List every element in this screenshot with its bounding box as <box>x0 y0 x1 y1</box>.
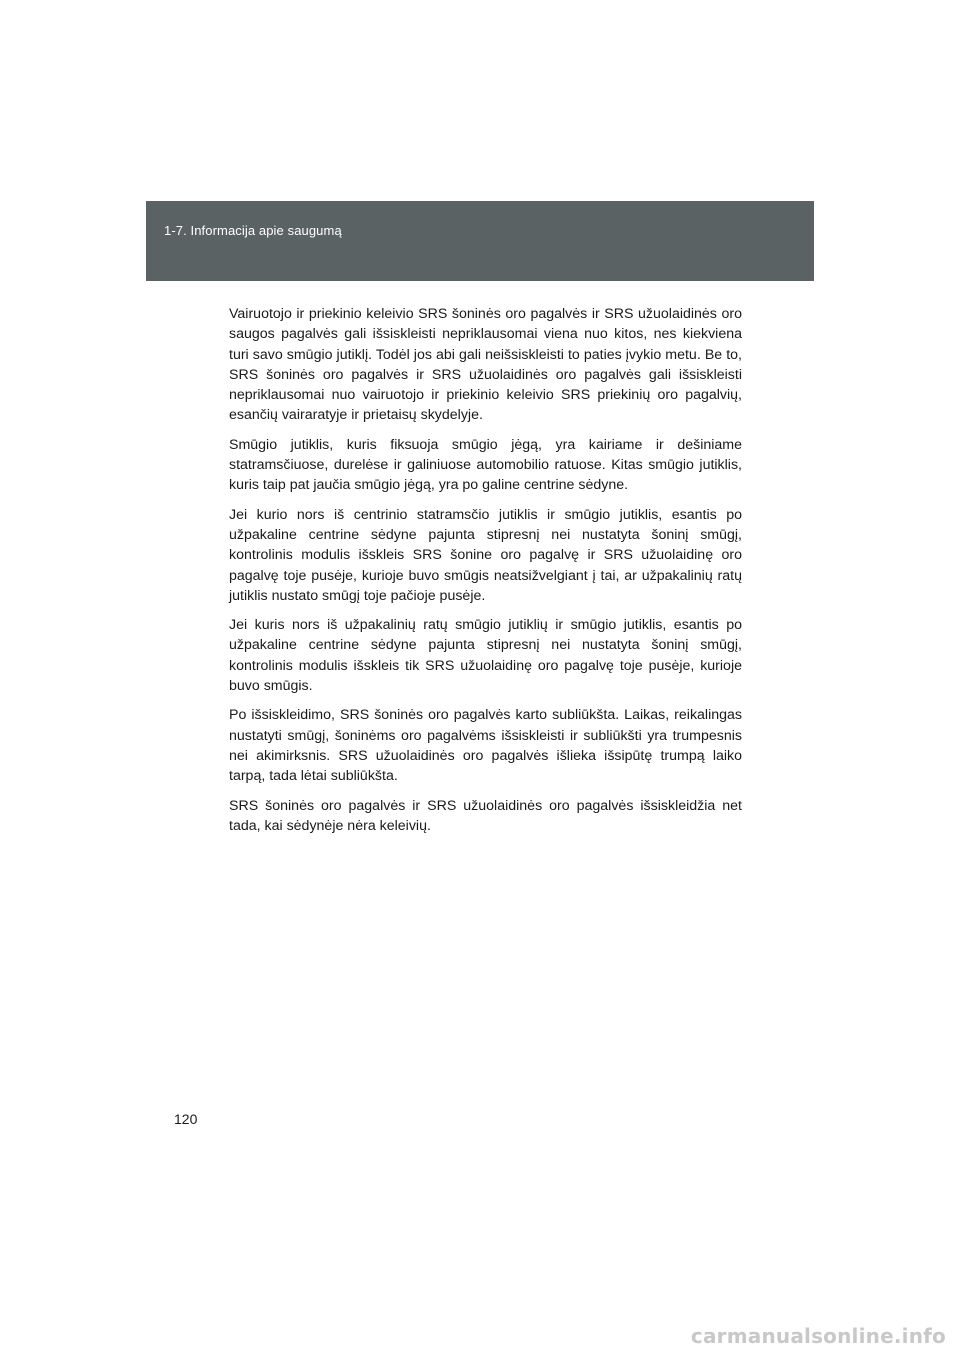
paragraph: Jei kuris nors iš užpakalinių ratų smūgio jutiklių ir smūgio jutiklis, esantis po užpakaline centrine sėdyne pajunta stipresnį nei nustatyta šoninį smūgį, kontrolinis modulis išskleis tik SRS užuolaidinę oro pagalvę toje pusėje, kurioje buvo smūgis. <box>229 617 742 695</box>
paragraph: Po išsiskleidimo, SRS šoninės oro pagalvės karto subliūkšta. Laikas, reikalingas nustatyti smūgį, šoninėms oro pagalvėms išsiskleisti ir subliūkšti yra trumpesnis nei akimirksnis. SRS užuolaidinės oro pagalvės išlieka išsipūtę trumpą laiko tarpą, tada lėtai subliūkšta. <box>229 707 742 785</box>
watermark: carmanualsonline.info <box>690 1324 946 1348</box>
body-text <box>229 304 742 845</box>
section-header-band <box>146 201 814 281</box>
paragraph: Vairuotojo ir priekinio keleivio SRS šoninės oro pagalvės ir SRS užuolaidinės oro saugos pagalvės gali išsiskleisti nepriklausomai viena nuo kitos, nes kiekviena turi savo smūgio jutiklį. Todėl jos abi gali neišsiskleisti to paties įvykio metu. Be to, SRS šoninės oro pagalvės ir SRS užuolaidinės oro pagalvės gali išsiskleisti nepriklausomai nuo vairuotojo ir priekinio keleivio SRS priekinių oro pagalvių, esančių vairaratyje ir prietaisų skydelyje. <box>229 306 742 424</box>
section-title: 1-7. Informacija apie saugumą <box>164 223 342 238</box>
paragraph: SRS šoninės oro pagalvės ir SRS užuolaidinės oro pagalvės išsiskleidžia net tada, kai sėdynėje nėra keleivių. <box>229 797 742 834</box>
page-number: 120 <box>174 1111 198 1127</box>
paragraph: Smūgio jutiklis, kuris fiksuoja smūgio jėgą, yra kairiame ir dešiniame statramsčiuose, durelėse ir galiniuose automobilio ratuose. Kitas smūgio jutiklis, kuris taip pat jaučia smūgio jėgą, yra po galine centrine sėdyne. <box>229 436 742 494</box>
paragraph: Jei kurio nors iš centrinio statramsčio jutiklis ir smūgio jutiklis, esantis po užpakaline centrine sėdyne pajunta stipresnį nei nustatyta šoninį smūgį, kontrolinis modulis išskleis SRS šonine oro pagalvę ir SRS užuolaidinę oro pagalvę toje pusėje, kurioje buvo smūgis neatsižvelgiant į tai, ar užpakalinių ratų jutiklis nustato smūgį toje pačioje pusėje. <box>229 506 742 604</box>
